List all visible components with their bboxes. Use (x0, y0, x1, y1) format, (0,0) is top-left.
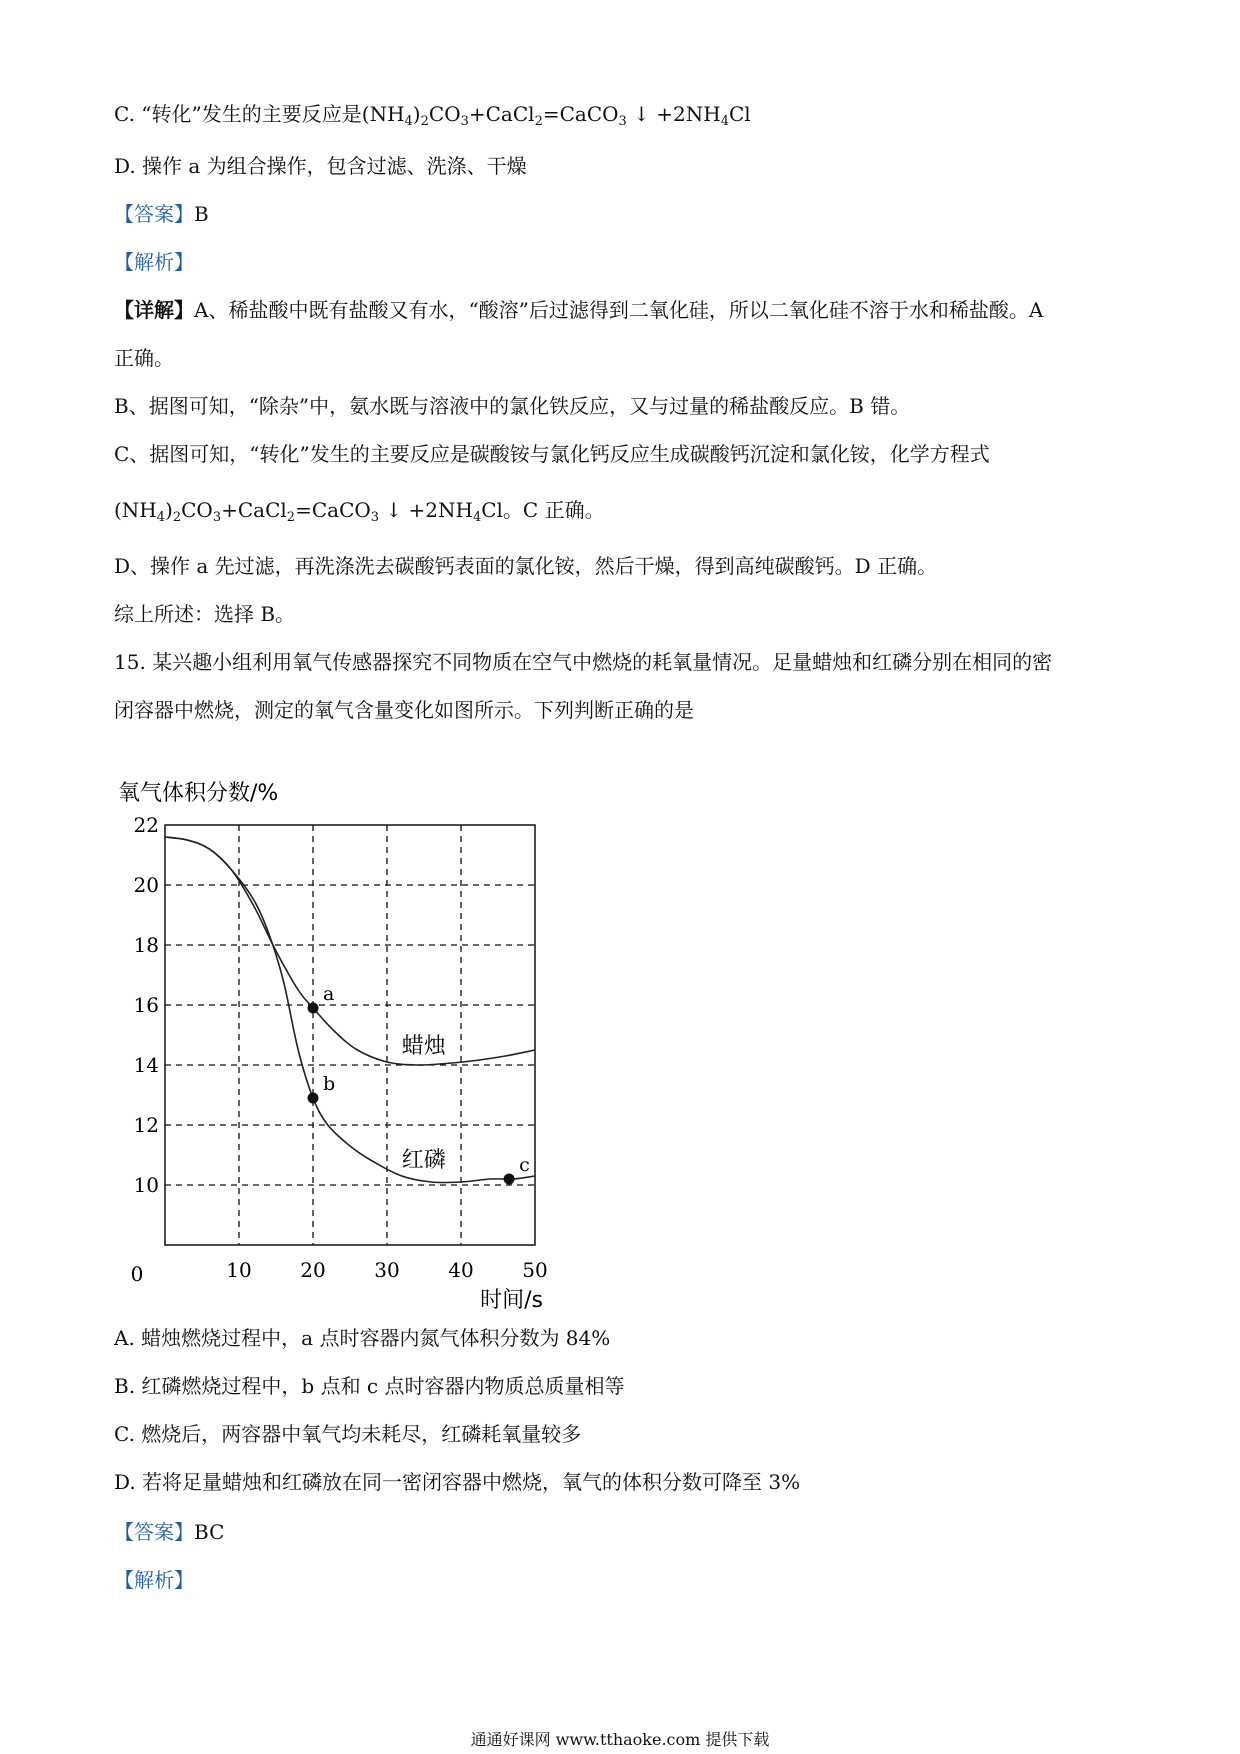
x-tick-label: 10 (226, 1258, 252, 1282)
detail-line-2: 正确。 (114, 346, 174, 370)
option-b: B. 红磷燃烧过程中，b 点和 c 点时容器内物质总质量相等 (114, 1374, 625, 1398)
question-15-line-2: 闭容器中燃烧，测定的氧气含量变化如图所示。下列判断正确的是 (114, 698, 694, 722)
point-label: b (323, 1073, 336, 1095)
data-point-b (308, 1093, 319, 1104)
plot-frame (165, 825, 535, 1245)
answer-line (114, 200, 209, 228)
summary-line: 综上所述：选择 B。 (114, 602, 296, 626)
detail-line-6: D、操作 a 先过滤，再洗涤洗去碳酸钙表面的氯化铵，然后干燥，得到高纯碳酸钙。D 正确。 (114, 554, 938, 578)
answer-value: B (194, 202, 209, 226)
answer-line-15: 【答案】BC (114, 1520, 225, 1544)
option-d: D. 若将足量蜡烛和红磷放在同一密闭容器中燃烧，氧气的体积分数可降至 3% (114, 1470, 801, 1494)
y-tick-label: 20 (133, 873, 159, 897)
x-tick-label: 40 (448, 1258, 474, 1282)
point-label: a (323, 983, 335, 1005)
y-axis-label: 氧气体积分数/% (118, 781, 279, 806)
series-label: 蜡烛 (401, 1034, 446, 1059)
chem-formula-2: $(NH_4)_2CO_3+CaCl_2=CaCO_3$ ↓ $+2NH_4Cl$ (114, 498, 503, 525)
detail-line-4: C、据图可知，“转化”发生的主要反应是碳酸铵与氯化钙反应生成碳酸钙沉淀和氯化铵，化学方程式 (114, 442, 990, 466)
option-d-line: D. 操作 a 为组合操作，包含过滤、洗涤、干燥 (114, 154, 527, 178)
origin-label: 0 (130, 1262, 144, 1286)
data-point-c (504, 1174, 515, 1185)
y-tick-label: 16 (133, 993, 159, 1017)
point-label: c (519, 1154, 530, 1176)
detail-line-1: 【详解】A、稀盐酸中既有盐酸又有水，“酸溶”后过滤得到二氧化硅，所以二氧化硅不溶于水和稀盐酸。A (114, 298, 1044, 322)
y-tick-label: 22 (133, 813, 159, 837)
y-tick-label: 18 (133, 933, 159, 957)
x-tick-label: 50 (522, 1258, 548, 1282)
option-c-line: C. “转化”发生的主要反应是$(NH_4)_2CO_3+CaCl_2=CaCO_3$ ↓ $+2NH_4Cl$ (114, 102, 751, 129)
oxygen-chart (110, 770, 570, 1310)
detail-line-5: $(NH_4)_2CO_3+CaCl_2=CaCO_3$ ↓ $+2NH_4Cl$。C 正确。 (114, 498, 605, 525)
x-tick-label: 30 (374, 1258, 400, 1282)
chem-formula-1: $(NH_4)_2CO_3+CaCl_2=CaCO_3$ ↓ $+2NH_4Cl$ (361, 102, 751, 129)
answer-tag: 【答案】 (114, 202, 194, 226)
detail-tag: 【详解】 (114, 298, 194, 322)
y-tick-label: 10 (133, 1173, 159, 1197)
data-point-a (308, 1003, 319, 1014)
series-line-2 (165, 837, 535, 1183)
footer: 通通好课网 www.tthaoke.com 提供下载 (470, 1730, 770, 1749)
y-tick-label: 14 (133, 1053, 159, 1077)
question-15-line-1: 15. 某兴趣小组利用氧气传感器探究不同物质在空气中燃烧的耗氧量情况。足量蜡烛和红磷分别在相同的密 (114, 650, 1053, 674)
series-label: 红磷 (401, 1148, 446, 1173)
option-a: A. 蜡烛燃烧过程中，a 点时容器内氮气体积分数为 84% (114, 1326, 611, 1350)
analysis-tag: 【解析】 (114, 250, 194, 274)
series-line-1 (165, 837, 535, 1065)
x-axis-label: 时间/s (480, 1288, 543, 1310)
detail-line-3: B、据图可知，“除杂”中，氨水既与溶液中的氯化铁反应，又与过量的稀盐酸反应。B 错。 (114, 394, 911, 418)
analysis-tag-15: 【解析】 (114, 1568, 194, 1592)
y-tick-label: 12 (133, 1113, 159, 1137)
option-c: C. 燃烧后，两容器中氧气均未耗尽，红磷耗氧量较多 (114, 1422, 582, 1446)
x-tick-label: 20 (300, 1258, 326, 1282)
